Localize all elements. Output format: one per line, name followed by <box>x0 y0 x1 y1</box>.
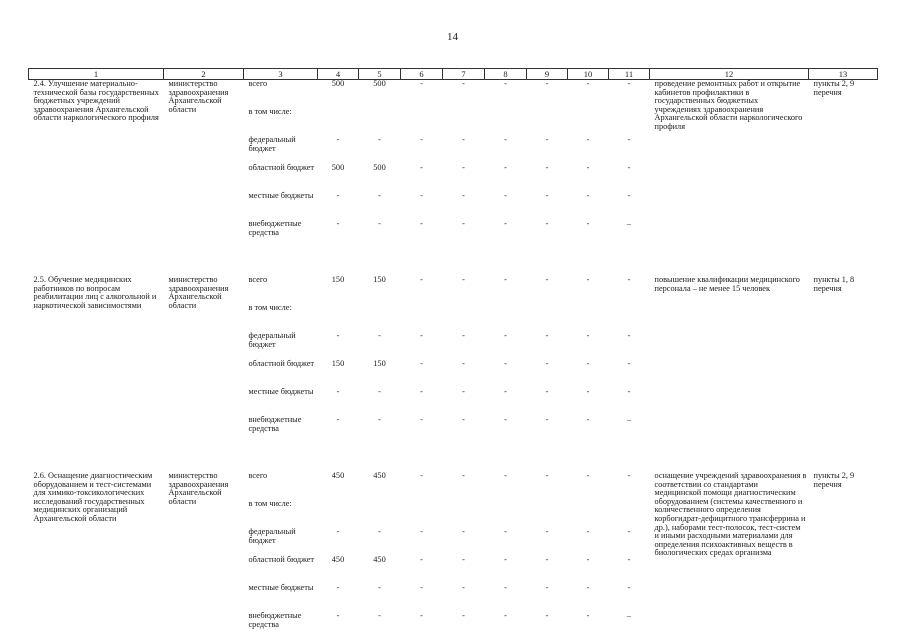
funding-value: - <box>336 611 340 620</box>
column-header: 7 <box>443 69 485 80</box>
table-row <box>29 472 878 500</box>
funding-value: - <box>504 135 507 144</box>
funding-value: 150 <box>331 359 345 368</box>
funding-value: - <box>504 387 507 396</box>
funding-value: - <box>627 583 631 592</box>
funding-value: - <box>336 583 340 592</box>
funding-value: - <box>336 135 340 144</box>
funding-value <box>609 304 650 332</box>
funding-value: - <box>378 415 381 424</box>
funding-value: - <box>627 191 631 200</box>
funding-value: - <box>420 583 423 592</box>
funding-value: - <box>545 415 549 424</box>
funding-value: - <box>586 275 590 284</box>
funding-value: - <box>420 331 423 340</box>
funding-value: - <box>420 219 423 228</box>
funding-value: - <box>627 527 631 536</box>
funding-value: - <box>504 331 507 340</box>
funding-value: - <box>586 387 590 396</box>
funding-value: - <box>586 79 590 88</box>
funding-value: - <box>336 415 340 424</box>
funding-value <box>359 500 401 528</box>
funding-value: 150 <box>331 275 345 284</box>
funding-value: - <box>586 331 590 340</box>
funding-value: - <box>545 555 549 564</box>
funding-source: областной бюджет <box>248 163 315 172</box>
funding-value: - <box>462 415 465 424</box>
column-header: 9 <box>527 69 568 80</box>
funding-value: – <box>626 611 632 620</box>
funding-value: - <box>336 191 340 200</box>
funding-value: - <box>378 611 381 620</box>
funding-value <box>568 108 609 136</box>
funding-value: - <box>336 219 340 228</box>
funding-value: - <box>378 331 381 340</box>
funding-source: местные бюджеты <box>248 387 314 396</box>
funding-value: - <box>545 219 549 228</box>
funding-value: 500 <box>373 163 386 172</box>
funding-value: - <box>378 387 381 396</box>
funding-value: 150 <box>373 359 386 368</box>
funding-value: - <box>504 359 507 368</box>
funding-source: всего <box>248 79 268 88</box>
funding-value <box>359 304 401 332</box>
funding-value: - <box>586 611 590 620</box>
funding-value: 450 <box>373 471 386 480</box>
funding-value: 150 <box>373 275 386 284</box>
funding-value: - <box>336 331 340 340</box>
funding-value: - <box>420 163 423 172</box>
funding-value <box>401 304 443 332</box>
funding-value: - <box>545 611 549 620</box>
column-header: 12 <box>650 69 809 80</box>
column-header: 10 <box>568 69 609 80</box>
funding-value: - <box>586 219 590 228</box>
header-row <box>29 69 878 80</box>
funding-value: - <box>504 191 507 200</box>
funding-value: - <box>504 163 507 172</box>
funding-value: 450 <box>331 471 345 480</box>
funding-value: – <box>626 219 632 228</box>
funding-source: местные бюджеты <box>248 583 314 592</box>
funding-value <box>443 500 485 528</box>
funding-value: - <box>545 471 549 480</box>
table-row <box>29 80 878 109</box>
funding-value: - <box>627 387 631 396</box>
funding-value <box>485 500 527 528</box>
executor: министерство здравоохранения Архангельской области <box>168 275 229 310</box>
column-header: 4 <box>318 69 359 80</box>
funding-value: - <box>378 135 381 144</box>
program-table <box>28 68 878 640</box>
column-header: 13 <box>809 69 878 80</box>
column-header: 11 <box>609 69 650 80</box>
funding-value: - <box>504 415 507 424</box>
table-row <box>29 276 878 304</box>
funding-value <box>443 304 485 332</box>
funding-value: - <box>420 611 423 620</box>
funding-value <box>527 304 568 332</box>
funding-source: федеральный бюджет <box>248 135 296 153</box>
funding-source: в том числе: <box>248 303 292 312</box>
funding-value: - <box>420 415 423 424</box>
funding-value: - <box>545 359 549 368</box>
funding-value: - <box>462 583 465 592</box>
funding-value: - <box>627 135 631 144</box>
funding-value <box>568 500 609 528</box>
expected-result: повышение квалификации медицинского персонала – не менее 15 человек <box>654 275 800 293</box>
funding-value: - <box>504 555 507 564</box>
funding-value: - <box>420 555 423 564</box>
funding-source: в том числе: <box>248 107 292 116</box>
funding-value: - <box>378 219 381 228</box>
funding-value <box>568 304 609 332</box>
funding-source: федеральный бюджет <box>248 331 296 349</box>
funding-source: внебюджетные средства <box>248 219 302 237</box>
funding-value <box>485 304 527 332</box>
column-header: 3 <box>244 69 318 80</box>
funding-source: всего <box>248 471 268 480</box>
funding-value: - <box>545 387 549 396</box>
funding-value: - <box>462 79 465 88</box>
funding-value: - <box>586 471 590 480</box>
funding-value: - <box>462 163 465 172</box>
funding-value: - <box>504 79 507 88</box>
funding-value <box>609 500 650 528</box>
funding-value: 500 <box>331 163 345 172</box>
funding-value <box>318 304 359 332</box>
funding-value: - <box>420 135 423 144</box>
funding-value: - <box>545 275 549 284</box>
funding-value: - <box>545 583 549 592</box>
funding-value: - <box>627 163 631 172</box>
funding-value <box>527 500 568 528</box>
funding-value: 450 <box>373 555 386 564</box>
funding-value: - <box>545 527 549 536</box>
funding-value: - <box>462 331 465 340</box>
funding-value: - <box>420 527 423 536</box>
indicator-points: пункты 2, 9 перечня <box>813 79 855 97</box>
funding-value: 500 <box>373 79 386 88</box>
funding-value: - <box>627 79 631 88</box>
funding-value: - <box>586 555 590 564</box>
spacer-cell <box>29 248 878 276</box>
funding-value: - <box>627 359 631 368</box>
funding-source: местные бюджеты <box>248 191 314 200</box>
funding-value: - <box>504 275 507 284</box>
funding-value: - <box>462 191 465 200</box>
funding-value: - <box>378 527 381 536</box>
funding-value: - <box>586 359 590 368</box>
row-spacer <box>29 248 878 276</box>
funding-value: - <box>627 555 631 564</box>
funding-value: - <box>545 135 549 144</box>
indicator-points: пункты 2, 9 перечня <box>813 471 855 489</box>
funding-source: областной бюджет <box>248 359 315 368</box>
funding-value <box>527 108 568 136</box>
measure-name: 2.5. Обучение медицинских работников по вопросам реабилитации лиц с алкогольной и наркотической зависимостями <box>33 275 157 310</box>
column-header: 5 <box>359 69 401 80</box>
funding-value: 450 <box>331 555 345 564</box>
funding-source: федеральный бюджет <box>248 527 296 545</box>
funding-source: в том числе: <box>248 499 292 508</box>
funding-source: всего <box>248 275 268 284</box>
funding-value: - <box>420 387 423 396</box>
funding-value: - <box>462 611 465 620</box>
funding-value: - <box>545 163 549 172</box>
funding-value: - <box>504 527 507 536</box>
funding-value: - <box>378 191 381 200</box>
funding-value <box>443 108 485 136</box>
column-header: 6 <box>401 69 443 80</box>
funding-value <box>485 108 527 136</box>
funding-value: - <box>504 611 507 620</box>
funding-value: - <box>586 191 590 200</box>
funding-source: внебюджетные средства <box>248 611 302 629</box>
expected-result: оснащение учреждений здравоохранения в соответствии со стандартами медицинской помощи диагностическим оборудованием (системы качественного и количественного определения корбогидрат-дефицитного трансферрина и др.), наборами тест-полосок, тест-систем и иными расходными материалами для определения психоактивных веществ в биологических средах организма <box>654 471 807 558</box>
column-header: 8 <box>485 69 527 80</box>
funding-value: - <box>586 135 590 144</box>
measure-name: 2.4. Улучшение материально-технической базы государственных бюджетных учреждений здравоохранения Архангельской области наркологического профиля <box>33 79 159 123</box>
measure-name: 2.6. Оснащение диагностическим оборудованием и тест-системами для химико-токсикологических исследований государственных медицинских организаций Архангельской области <box>33 471 153 523</box>
funding-value <box>401 500 443 528</box>
spacer-cell <box>29 444 878 472</box>
executor: министерство здравоохранения Архангельской области <box>168 79 229 114</box>
funding-value: - <box>504 583 507 592</box>
funding-value: - <box>462 275 465 284</box>
funding-value <box>401 108 443 136</box>
funding-value <box>359 108 401 136</box>
funding-value: - <box>586 415 590 424</box>
funding-value: - <box>462 471 465 480</box>
page-number: 14 <box>447 31 458 43</box>
funding-value: - <box>462 135 465 144</box>
funding-value: - <box>504 219 507 228</box>
funding-value: - <box>336 527 340 536</box>
funding-value: 500 <box>331 79 345 88</box>
funding-value: - <box>462 387 465 396</box>
funding-value <box>609 108 650 136</box>
funding-value: – <box>626 415 632 424</box>
funding-value: - <box>627 331 631 340</box>
funding-value: - <box>586 583 590 592</box>
row-spacer <box>29 444 878 472</box>
funding-value: - <box>462 555 465 564</box>
funding-value: - <box>545 79 549 88</box>
funding-value: - <box>504 471 507 480</box>
funding-value: - <box>627 275 631 284</box>
funding-source: внебюджетные средства <box>248 415 302 433</box>
funding-value: - <box>420 275 423 284</box>
funding-value: - <box>627 471 631 480</box>
column-header: 2 <box>164 69 244 80</box>
funding-value: - <box>462 219 465 228</box>
funding-value: - <box>420 471 423 480</box>
table-body <box>29 80 878 640</box>
funding-source: областной бюджет <box>248 555 315 564</box>
executor: министерство здравоохранения Архангельской области <box>168 471 229 506</box>
funding-value: - <box>420 359 423 368</box>
funding-value: - <box>545 331 549 340</box>
funding-value: - <box>420 79 423 88</box>
funding-value <box>318 500 359 528</box>
funding-value: - <box>420 191 423 200</box>
funding-value: - <box>545 191 549 200</box>
indicator-points: пункты 1, 8 перечня <box>813 275 855 293</box>
funding-value: - <box>336 387 340 396</box>
expected-result: проведение ремонтных работ и открытие кабинетов профилактики в государственных бюджетных учреждениях здравоохранения Архангельской области наркологического профиля <box>654 79 803 131</box>
funding-value <box>318 108 359 136</box>
funding-value: - <box>378 583 381 592</box>
funding-value: - <box>462 527 465 536</box>
funding-value: - <box>586 163 590 172</box>
funding-value: - <box>462 359 465 368</box>
funding-value: - <box>586 527 590 536</box>
column-header: 1 <box>29 69 164 80</box>
